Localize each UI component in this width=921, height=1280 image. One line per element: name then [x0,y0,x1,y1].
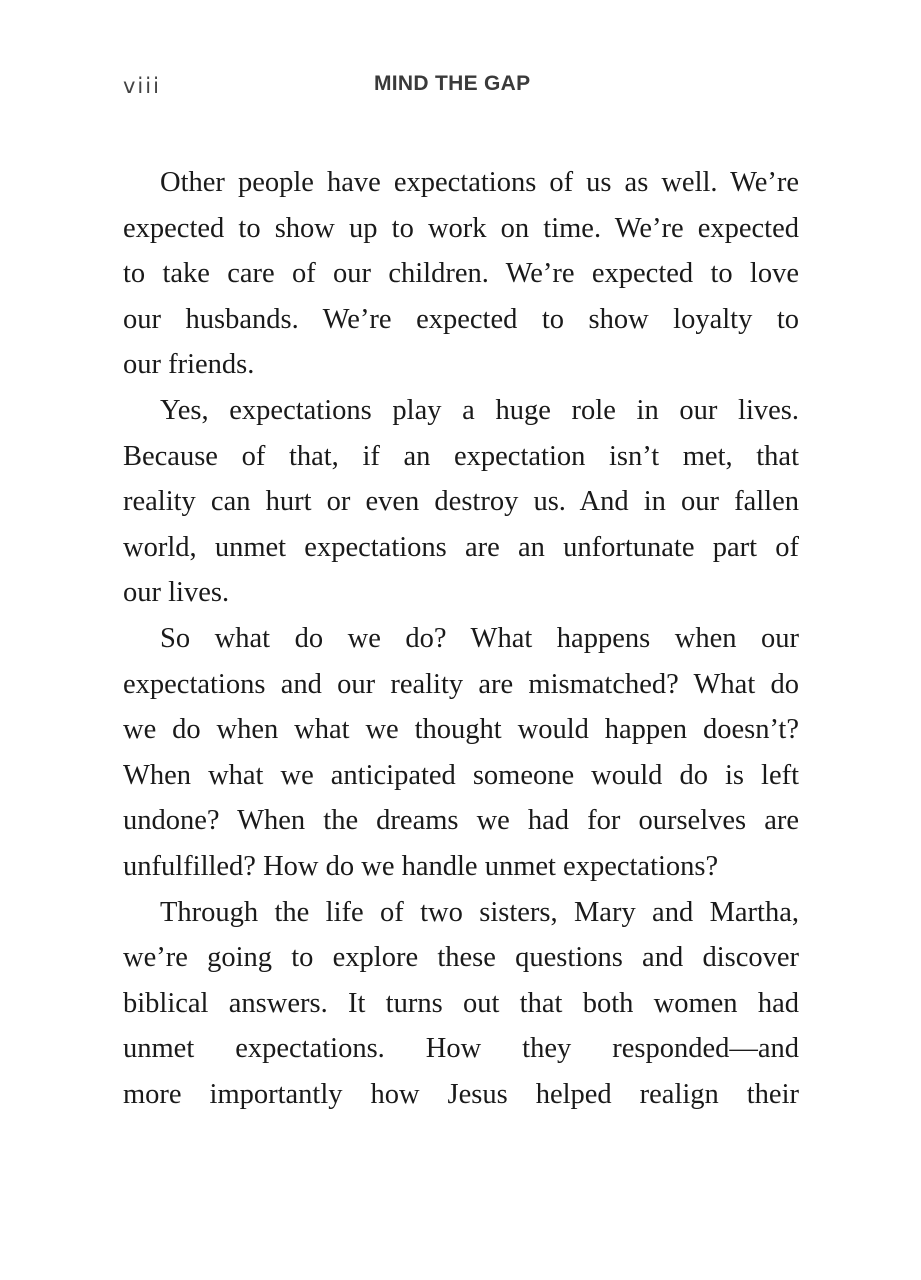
paragraph [123,616,799,890]
text-line: reality can hurt or even destroy us. And in our fallen [123,486,799,518]
text-line: to take care of our children. We’re expected to love [123,258,799,290]
paragraph [123,388,799,616]
body-text [123,160,799,1117]
text-line: Other people have expectations of us as well. We’re [160,167,799,198]
text-line: biblical answers. It turns out that both women had [123,987,799,1019]
text-line: undone? When the dreams we had for ourselves are [123,805,799,837]
running-title: MIND THE GAP [374,72,531,95]
text-line: expectations and our reality are mismatched? What do [123,668,799,700]
page-number: viii [123,74,161,98]
text-line: expected to show up to work on time. We’re expected [123,212,799,244]
text-line: unmet expectations. How they responded—and [123,1033,799,1065]
paragraph [123,890,799,1118]
text-line: unfulfilled? How do we handle unmet expectations? [123,850,719,882]
text-line: Yes, expectations play a huge role in our lives. [160,394,799,426]
text-line: world, unmet expectations are an unfortunate part of [123,531,799,563]
text-line: more importantly how Jesus helped realign their [123,1078,799,1110]
text-line: our husbands. We’re expected to show loyalty to [123,303,799,335]
text-line: we’re going to explore these questions and discover [123,942,799,974]
text-line: Through the life of two sisters, Mary and Martha, [160,896,799,928]
text-line: Because of that, if an expectation isn’t met, that [123,440,799,472]
text-line: we do when what we thought would happen doesn’t? [123,714,799,746]
text-line: our lives. [123,577,230,609]
text-line: When what we anticipated someone would do is left [123,759,799,791]
text-line: our friends. [123,349,255,381]
paragraph [123,160,799,388]
text-line: So what do we do? What happens when our [160,622,799,654]
